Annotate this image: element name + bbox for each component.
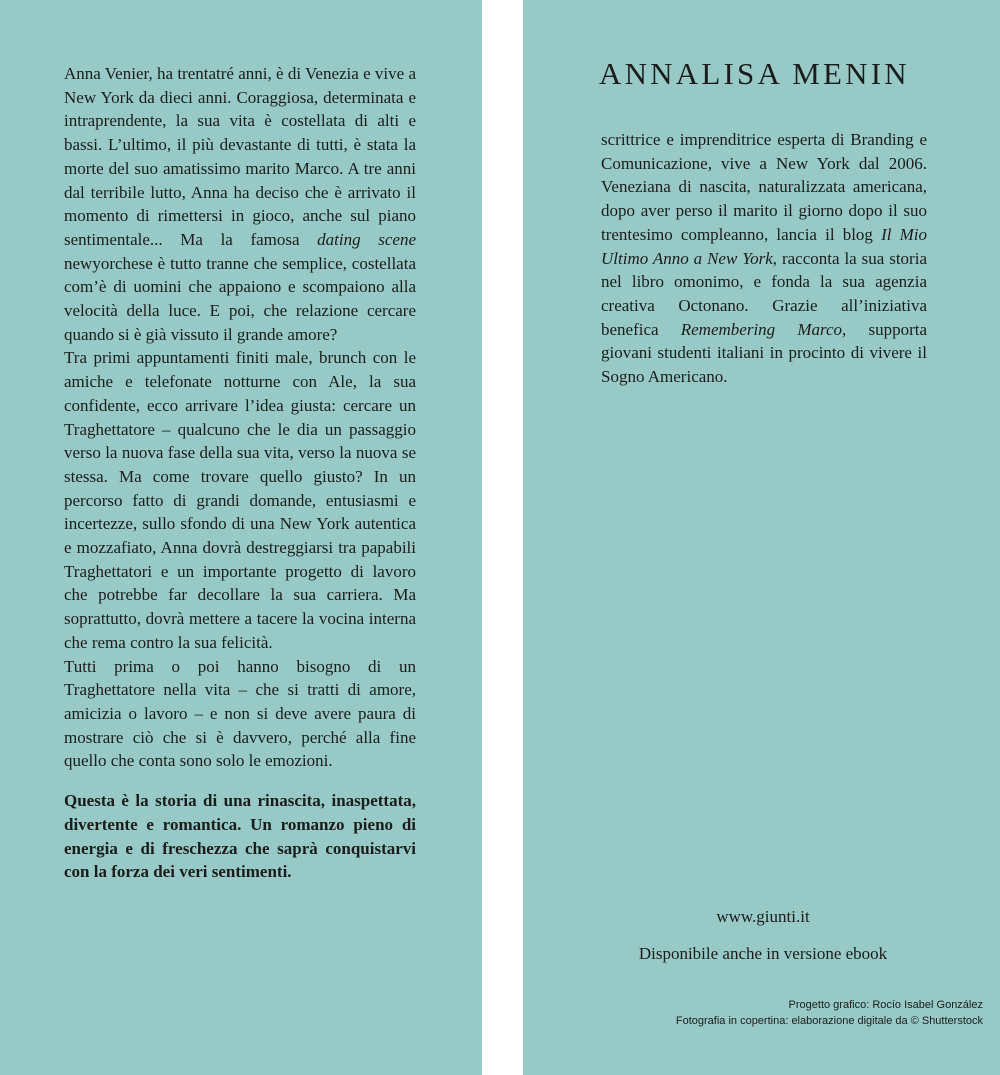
- italic-title: dating scene: [317, 229, 416, 249]
- ebook-availability: Disponibile anche in versione ebook: [638, 944, 888, 963]
- synopsis-paragraph: Tutti prima o poi hanno bisogno di un Traghettatore nella vita – che si tratti di amore, amicizia o lavoro – e non si deve avere paura di mostrare ciò che si è davvero, perché alla fine quello che conta sono solo le emozioni.: [64, 656, 416, 771]
- author-bio: scrittrice e imprenditrice esperta di Branding e Comunicazione, vive a New York dal 2006. Veneziana di nascita, naturalizzata americana, dopo aver perso il marito il giorno dopo il suo trentesimo compleanno, lancia il blog Il Mio Ultimo Anno a New York, racconta la sua storia nel libro omonimo, e fonda la sua agenzia creativa Octonano. Grazie all’iniziativa benefica Remembering Marco, supporta giovani studenti italiani in procinto di vivere il Sogno Americano.: [601, 130, 927, 387]
- graphic-design-credit: Progetto grafico: Rocío Isabel González: [788, 999, 983, 1011]
- left-flap: [0, 0, 482, 1075]
- tagline: Questa è la storia di una rinascita, inaspettata, divertente e romantica. Un romanzo pieno di energia e di freschezza che saprà conquistarvi con la forza dei veri sentimenti.: [64, 791, 416, 882]
- credits: [583, 997, 983, 1029]
- author-name: ANNALISA MENIN: [599, 56, 910, 91]
- italic-title: Il Mio Ultimo Anno a New York: [601, 224, 927, 268]
- synopsis: [64, 62, 416, 884]
- synopsis-paragraph: Anna Venier, ha trentatré anni, è di Venezia e vive a New York da dieci anni. Coraggiosa, determinata e intraprendente, la sua vita è costellata di alti e bassi. L’ultimo, il più devastante di tutti, è stata la morte del suo amatissimo marito Marco. A tre anni dal terribile lutto, Anna ha deciso che è arrivato il momento di rimettersi in gioco, anche sul piano sentimentale... Ma la famosa dating scene newyorchese è tutto tranne che semplice, costellata com’è di uomini che appaiono e scompaiono alla velocità della luce. E poi, che relazione cercare quando si è già vissuto il grande amore?: [64, 64, 416, 344]
- publisher-website: www.giunti.it: [716, 907, 810, 926]
- right-flap: [523, 0, 1000, 1075]
- cover-photo-credit: Fotografia in copertina: elaborazione digitale da © Shutterstock: [675, 1015, 983, 1027]
- synopsis-paragraph: Tra primi appuntamenti finiti male, brunch con le amiche e telefonate notturne con Ale, la sua confidente, ecco arrivare l’idea giusta: cercare un Traghettatore – qualcuno che le dia un passaggio verso la nuova fase della sua vita, verso la nuova se stessa. Ma come trovare quello giusto? In un percorso fatto di grandi domande, entusiasmi e incertezze, sullo sfondo di una New York autentica e mozzafiato, Anna dovrà destreggiarsi tra papabili Traghettatori e un importante progetto di lavoro che potrebbe far decollare la sua carriera. Ma soprattutto, dovrà mettere a tacere la vocina interna che rema contro la sua felicità.: [64, 348, 416, 652]
- italic-title: Remembering Marco: [680, 319, 843, 339]
